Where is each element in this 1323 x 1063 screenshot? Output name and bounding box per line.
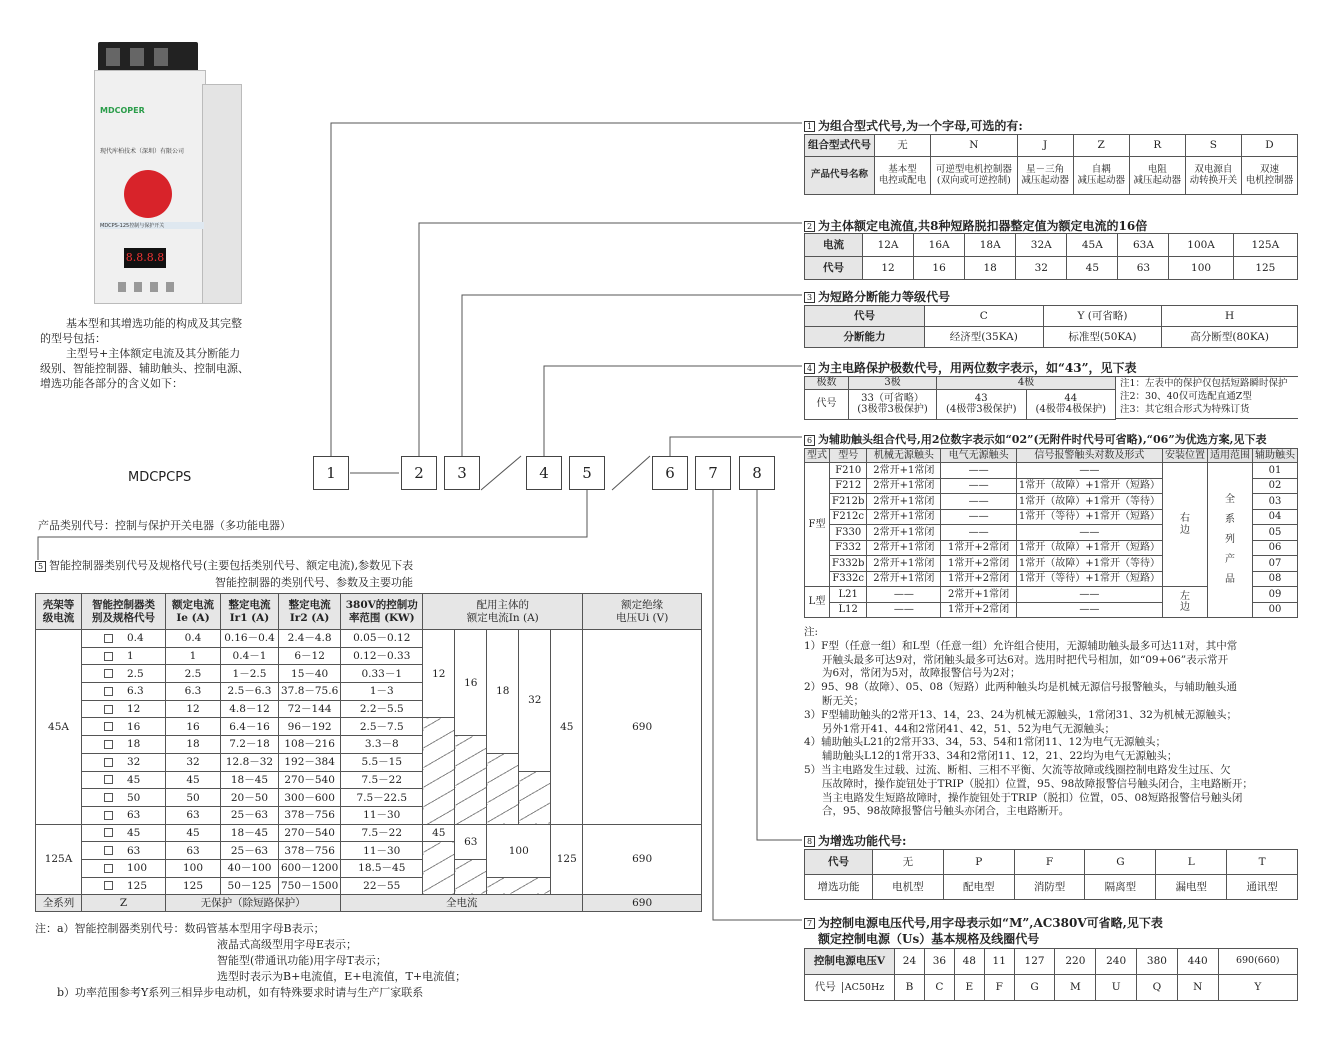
checkbox[interactable] [104,652,113,661]
code-box-2: 2 [401,456,437,490]
checkbox[interactable] [104,793,113,802]
section-2-title: 2 为主体额定电流值,共8种短路脱扣器整定值为额定电流的16倍 [804,217,1147,234]
section-8-title: 8 为增选功能代号: [804,832,906,849]
section-5-title: 5 智能控制器类别代号及规格代号(主要包括类别代号、额定电流),参数见下表 [35,557,413,573]
checkbox[interactable] [104,687,113,696]
code-box-7: 7 [695,456,731,490]
table-combination-type: 组合型式代号 无 N J Z R S D 产品代号名称 基本型 电控或配电 可逆型电机控制器 (双向或可逆控制) 星－三角 减压起动器 自耦 减压起动器 电阻 减压起动器 双电源自 动转换开关 双速 电机控制器 [804,134,1298,195]
checkbox[interactable] [104,740,113,749]
notes-controller: 注：a）智能控制器类别代号：数码管基本型用字母B表示； 液晶式高级型用字母E表示； 智能型(带通讯功能)用字母T表示； 选型时表示为B+电流值，E+电流值，T+电流值； b）功率范围参考Y系列三相异步电动机，如有特殊要求时请与生产厂家联系 [35,922,467,999]
code-box-6: 6 [652,456,688,490]
table-rated-current: 电流 12A 16A 18A 32A 45A 63A 100A 125A 代号 12 16 18 32 45 63 100 125 [804,233,1298,280]
section-7-subtitle: 额定控制电源（Us）基本规格及线圈代号 [818,932,1040,946]
table-auxiliary-contact: 型式 型号 机械无源触头 电气无源触头 信号报警触头对数及形式 安装位置 适用范围 辅助触头 F型 F210 2常开+1常闭 —— —— 右边 全系列产品 01 F212 2常开+1常闭 —— 1常开（故障）+1常开（短路） 02 F212b 2常开+1常闭 —— 1常开（故障）+1常开（等待） 03 F212c 2常开+1常闭 —— 1常开（等待）+1常开（短路） 04 F330 2常开+1常闭 —— —— 05 F332 2常开+1常闭 1常开+2常闭 1常开（故障）+1常开（短路） 06 F332b 2常开+1常闭 1常开+2常闭 1常开（故障）+1常开（等待） 07 F332c 2常开+1常闭 1常开+2常闭 1常开（等待）+1常开（短路） 08 L型 L21 —— 2常开+1常闭 —— 左边 09 L12 —— 1常开+2常闭 —— 00 [804,448,1298,618]
section-3-title: 3 为短路分断能力等级代号 [804,288,950,305]
code-box-4: 4 [526,456,562,490]
checkbox[interactable] [104,828,113,837]
product-image: MDCOPER 现代库柏技术（深圳）有限公司 MDCPS-125控制与保护开关 8.8.8.8 [94,42,246,304]
checkbox[interactable] [104,881,113,890]
checkbox[interactable] [104,811,113,820]
checkbox[interactable] [104,705,113,714]
section-4-title: 4 为主电路保护极数代号，用两位数字表示，如“43”，见下表 [804,359,1137,376]
table-control-voltage: 控制电源电压V 24 36 48 11 127 220 240 380 440 690(660) 代号 AC50Hz B C E F G M U Q N Y [804,948,1298,1001]
code-box-3: 3 [444,456,480,490]
section-5-subtitle: 智能控制器的类别代号、参数及主要功能 [215,576,413,589]
checkbox[interactable] [104,634,113,643]
checkbox[interactable] [104,864,113,873]
digital-display: 8.8.8.8 [124,248,166,268]
section-7-title: 7 为控制电源电压代号,用字母表示如“M”,AC380V可省略,见下表 [804,914,1163,931]
table-optional-function: 代号 无 P F G L T 增选功能 电机型 配电型 消防型 隔离型 漏电型 通讯型 [804,849,1298,900]
section-1-title: 1 为组合型式代号,为一个字母,可选的有: [804,117,1023,134]
brand-logo: MDCOPER [100,106,145,115]
category-code: 产品类别代号：控制与保护开关电器（多功能电器） [38,519,291,532]
code-box-5: 5 [569,456,605,490]
checkbox[interactable] [104,775,113,784]
table-intelligent-controller: 壳架等 级电流 智能控制器类 别及规格代号 额定电流 Ie (A) 整定电流 Ir1 (A) 整定电流 Ir2 (A) 380V的控制功 率范围 (KW) 配用主体的 额定电流In (A) 额定绝缘 电压Ui (V) 45A 0.4 0.4 0.16－0.4 2.4－4.8 0.05－0.12 12 16 18 32 45 690 1 1 0.4－1 6－12 0.12－0.33 2.5 2.5 1－2.5 15－40 0.33－1 6.3 6.3 2.5－6.3 37.8－75.6 1－3 12 12 4.8－12 72－144 2.2－5.5 16 16 6.4－16 96－192 2.5－7.5 18 18 7.2－18 108－216 3.3－8 32 32 12.8－32 192－384 5.5－15 45 45 18－45 270－540 7.5－22 50 50 20－50 300－600 7.5－22.5 63 63 25－63 378－756 11－30 125A 45 45 18－45 270－540 7.5－22 45 63 100 125 690 63 63 25－63 378－756 11－30 100 100 40－100 600－1200 18.5－45 125 125 50－125 750－1500 22－55 全系列 Z 无保护（除短路保护） 全电流 690 [35,593,702,912]
code-box-1: 1 [313,456,349,490]
table-breaking-capacity: 代号 C Y (可省略) H 分断能力 经济型(35KA) 标准型(50KA) 高分断型(80KA) [804,305,1298,348]
notes-auxiliary: 注: 1）F型（任意一组）和L型（任意一组）允许组合使用，无源辅助触头最多可达11对，其中常 开触头最多可达9对，常闭触头最多可达6对。选用时把代号相加，如“09+06”表示常开 为6对，常闭为5对，故障报警信号为2对； 2）95、98（故障）、05、08（短路）此两种触头均是机械无源信号报警触头，与辅助触头通 断无关； 3）F型辅助触头的2常开13、14，23、24为机械无源触头，1常闭31、32为机械无源触头； 另外1常开41、44和2常闭41、42，51、52为电气无源触头； 4）辅助触头L21的2常开33、34，53、54和1常闭11、12为电气无源触头； 辅助触头L12的1常开33、34和2常闭11、12，21、22均为电气无源触头； 5）当主电路发生过载、过流、断相、三相不平衡、欠流等故障或线圈控制电路发生过压、欠 压故障时，操作旋钮处于TRIP（脱扣）位置，95、98故障报警信号触头闭合，主电路断开； 当主电路发生短路故障时，操作旋钮处于TRIP（脱扣）位置，05、08短路报警信号触头闭 合，95、98故障报警信号触头亦闭合，主电路断开。 [804,626,1253,818]
table-pole-code: 极数 3极 4极 代号 33（可省略） (3极带3极保护) 43 (4极带3极保护) 44 (4极带4极保护) [804,376,1116,420]
checkbox[interactable] [104,669,113,678]
series-name: MDCPCPS [128,470,192,485]
checkbox[interactable] [104,722,113,731]
code-box-8: 8 [739,456,775,490]
checkbox[interactable] [104,758,113,767]
checkbox[interactable] [104,846,113,855]
section-6-title: 6 为辅助触头组合代号,用2位数字表示如“02”(无附件时代号可省略),“06”为优选方案,见下表 [804,431,1266,447]
